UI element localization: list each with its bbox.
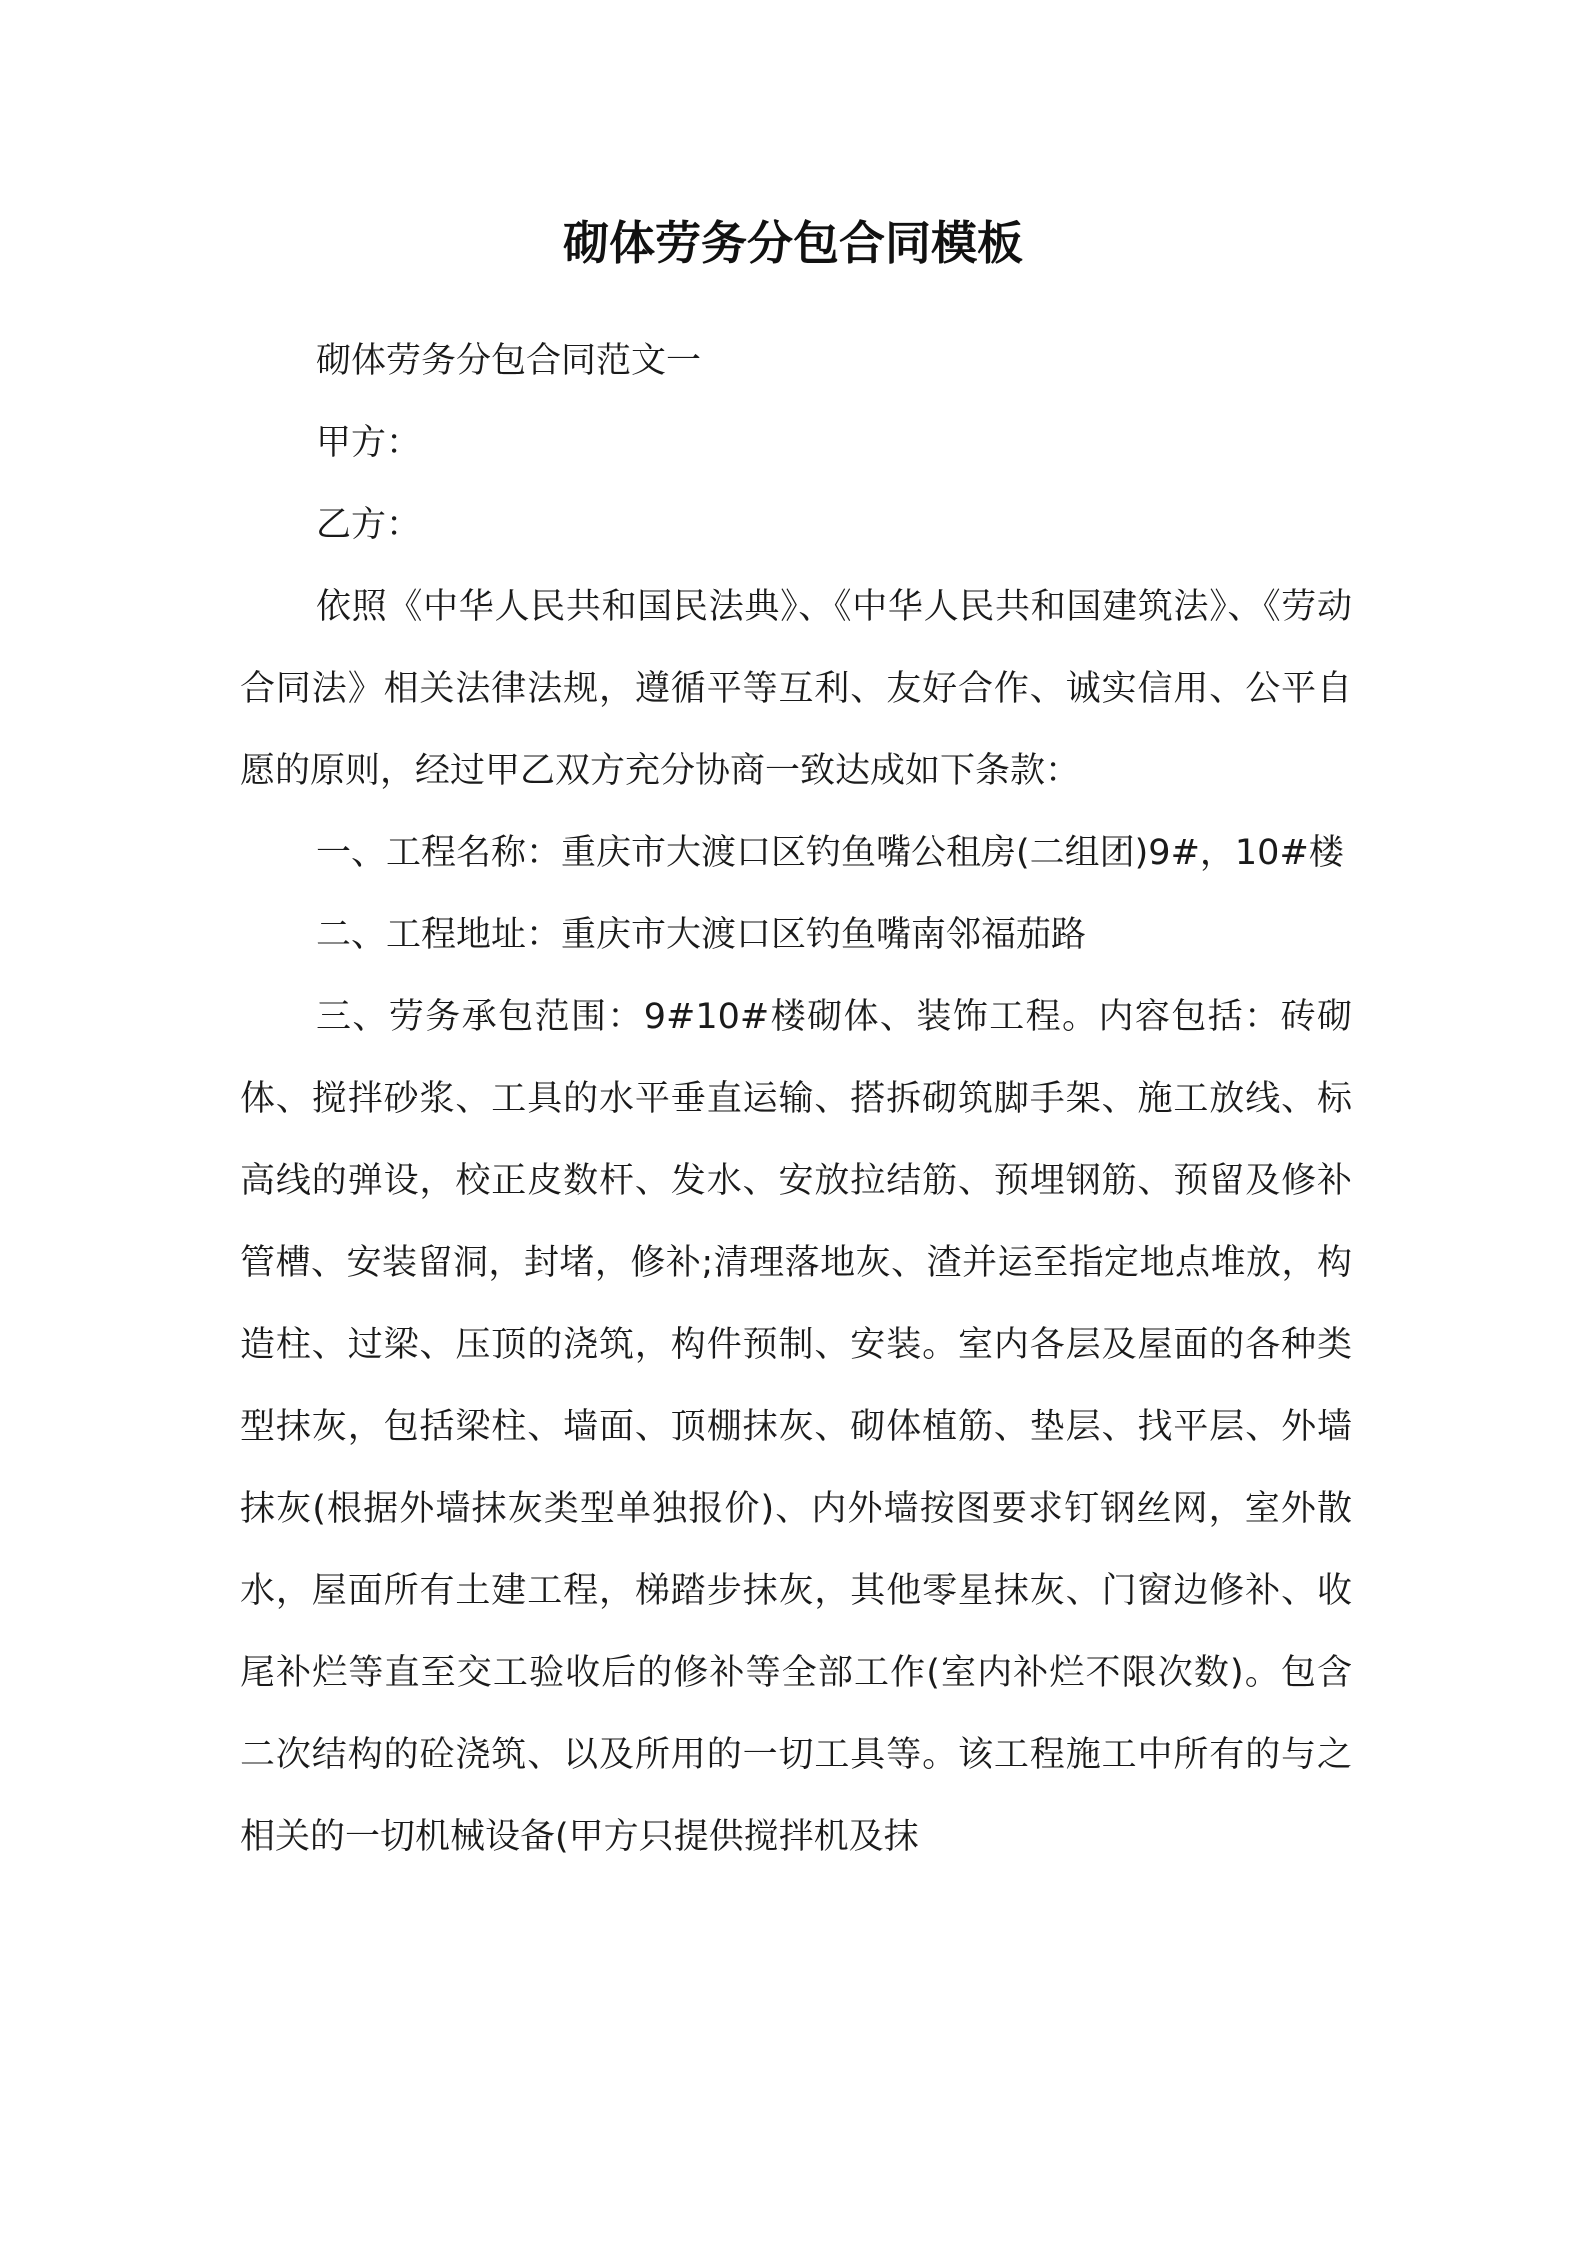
clause-labor-scope: 三、劳务承包范围：9#10#楼砌体、装饰工程。内容包括：砖砌体、搅拌砂浆、工具的水平垂直运输、搭拆砌筑脚手架、施工放线、标高线的弹设，校正皮数杆、发水、安放拉结筋、预埋钢筋、预留及修补管槽、安装留洞，封堵，修补;清理落地灰、渣并运至指定地点堆放，构造柱、过梁、压顶的浇筑，构件预制、安装。室内各层及屋面的各种类型抹灰，包括梁柱、墙面、顶棚抹灰、砌体植筋、垫层、找平层、外墙抹灰(根据外墙抹灰类型单独报价)、内外墙按图要求钉钢丝网，室外散水，屋面所有土建工程，梯踏步抹灰，其他零星抹灰、门窗边修补、收尾补烂等直至交工验收后的修补等全部工作(室内补烂不限次数)。包含二次结构的砼浇筑、以及所用的一切工具等。该工程施工中所有的与之相关的一切机械设备(甲方只提供搅拌机及抹 [240,997,1352,1857]
document-title: 砌体劳务分包合同模板 [563,216,1023,270]
preamble-paragraph: 依照《中华人民共和国民法典》、《中华人民共和国建筑法》、《劳动合同法》相关法律法规，遵循平等互利、友好合作、诚实信用、公平自愿的原则，经过甲乙双方充分协商一致达成如下条款： [240,587,1352,791]
party-b-label: 乙方： [316,505,422,545]
document-body [240,320,1352,1878]
document-subtitle: 砌体劳务分包合同范文一 [316,341,702,381]
clause-project-name: 一、工程名称：重庆市大渡口区钓鱼嘴公租房(二组团)9#，10#楼 [316,833,1344,873]
party-a-label: 甲方： [316,423,422,463]
clause-project-address: 二、工程地址：重庆市大渡口区钓鱼嘴南邻福茄路 [316,915,1087,955]
